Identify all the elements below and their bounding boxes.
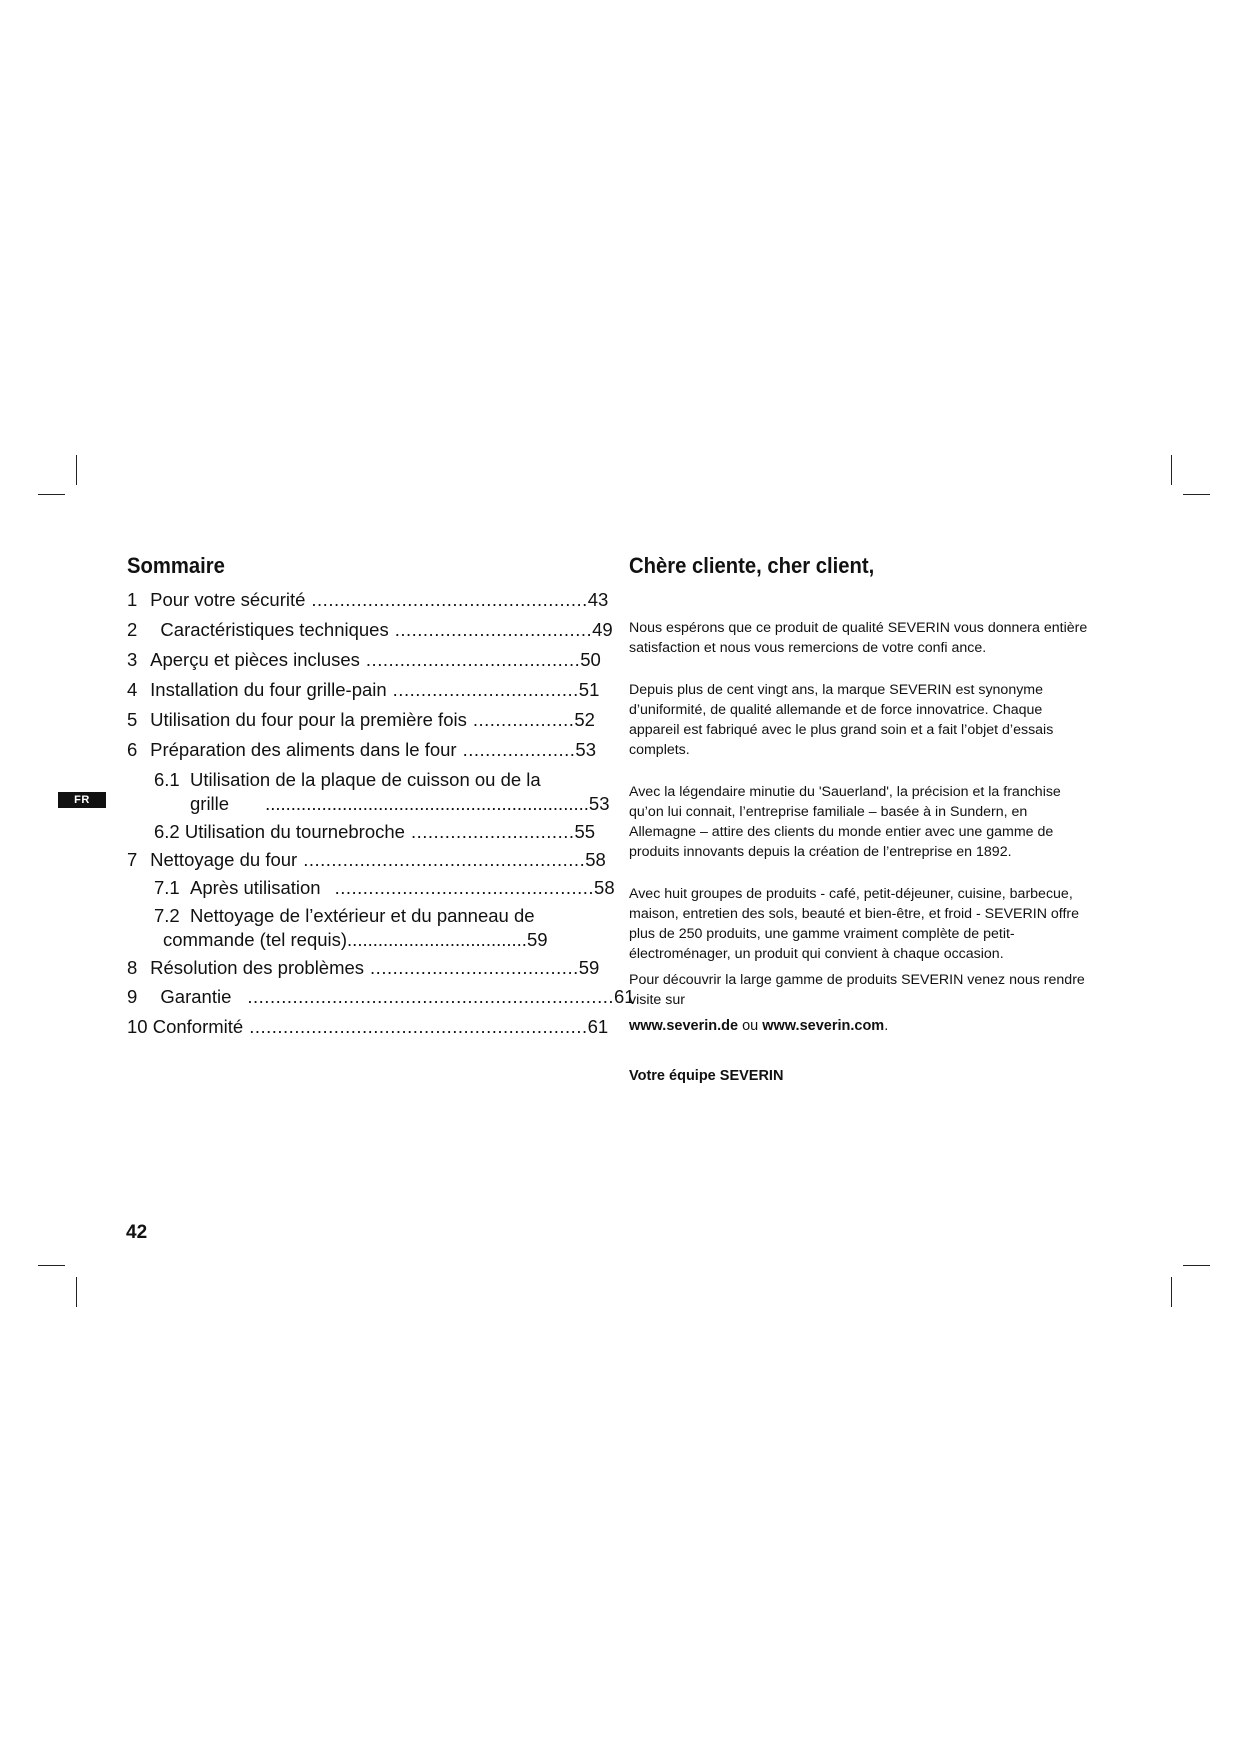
- toc-entry-page: 43: [587, 589, 609, 610]
- toc-entry[interactable]: [127, 708, 597, 738]
- crop-mark-top-right-vertical: [1171, 455, 1172, 485]
- letter-body: [629, 618, 1089, 1086]
- toc-entry-number: 6.2: [154, 821, 180, 842]
- toc-entry-number: 3: [127, 649, 138, 670]
- toc-entry-label: Conformité: [152, 1016, 244, 1037]
- toc-entry-page: 61: [587, 1016, 609, 1037]
- toc-entry-number: 10: [127, 1016, 148, 1037]
- toc-entry-label: Utilisation du four pour la première fois: [150, 709, 467, 730]
- toc-leader-dots: ...................................: [394, 619, 593, 640]
- toc-entry-label: Garantie: [160, 986, 232, 1007]
- toc-entry-page: 53: [575, 739, 596, 760]
- toc-entry-label: Caractéristiques techniques: [160, 619, 389, 640]
- toc-entry-label: Résolution des problèmes: [150, 957, 365, 978]
- toc-entry-label: Après utilisation: [190, 877, 321, 898]
- toc-entry-page: 59: [578, 957, 600, 978]
- toc-entry-number: 1: [127, 589, 138, 610]
- toc-entry-page: 55: [574, 821, 596, 842]
- toc-leader-dots: ......................................: [365, 649, 581, 670]
- toc-leader-dots: .............................: [410, 821, 575, 842]
- website-link-com[interactable]: www.severin.com: [762, 1018, 885, 1034]
- letter-paragraph: Depuis plus de cent vingt ans, la marque SEVERIN est synonyme d’uniformité, de qualité allemande et de force innovatrice. Chaque appareil est fabriqué avec le plus grand soin et a fait l’objet d’essais complets.: [629, 682, 1054, 758]
- link-end-punctuation: .: [884, 1018, 889, 1034]
- toc-entry-number: 8: [127, 957, 138, 978]
- crop-mark-top-left-horizontal: [38, 494, 65, 495]
- toc-leader-dots: .................................................................: [247, 986, 614, 1007]
- toc-leader-dots: .................................................: [311, 589, 588, 610]
- toc-entry-page: 61: [613, 986, 635, 1007]
- letter-paragraph: Avec la légendaire minutie du 'Sauerland', la précision et la franchise qu’on lui connait, l’entreprise familiale – basée à in Sundern, en Allemagne – attire des clients du monde entier avec une gamme de produits innovants depuis la création de l’entreprise en 1892.: [629, 784, 1061, 860]
- toc-leader-dots: ....................: [462, 739, 576, 760]
- toc-leader-dots: .................................: [392, 679, 579, 700]
- toc-entry[interactable]: [127, 956, 600, 985]
- toc-entry-number: 5: [127, 709, 138, 730]
- toc-entry-label: Préparation des aliments dans le four: [150, 739, 457, 760]
- toc-entry[interactable]: [127, 618, 613, 648]
- toc-entry-number: 7.2: [154, 905, 180, 926]
- toc-entry-label-continued: commande (tel requis): [163, 929, 348, 950]
- toc-subentry[interactable]: [127, 768, 610, 816]
- crop-mark-top-right-horizontal: [1183, 494, 1210, 495]
- toc-entry-label: Nettoyage de l’extérieur et du panneau de: [190, 905, 535, 926]
- toc-leader-dots: ...................................: [347, 929, 527, 950]
- crop-mark-bottom-right-horizontal: [1183, 1265, 1210, 1266]
- toc-subentry[interactable]: [127, 904, 597, 952]
- toc-entry-label: Installation du four grille-pain: [150, 679, 387, 700]
- letter-title: Chère cliente, cher client,: [629, 553, 875, 578]
- toc-entry-page: 49: [592, 619, 613, 640]
- toc-leader-dots: ..............................................: [334, 877, 595, 898]
- toc-entry-page: 58: [585, 849, 606, 870]
- crop-mark-bottom-left-horizontal: [38, 1265, 65, 1266]
- toc-entry[interactable]: [127, 985, 635, 1015]
- letter-paragraph: Avec huit groupes de produits - café, petit-déjeuner, cuisine, barbecue, maison, entretien des sols, beauté et bien-être, et froid - SEVERIN offre plus de 250 produits, une gamme vraiment complète de petit-électroménager, un produit qui convient à chaque occasion.: [629, 886, 1080, 962]
- toc-entry[interactable]: [127, 848, 606, 876]
- toc-leader-dots: ...............................................................: [265, 793, 589, 814]
- letter-paragraph: Nous espérons que ce produit de qualité SEVERIN vous donnera entière satisfaction et nous vous remercions de votre confi ance.: [629, 620, 1088, 656]
- toc-entry-label: Utilisation du tournebroche: [184, 821, 405, 842]
- toc-entry-number: 6: [127, 739, 138, 760]
- toc-entry-label: Pour votre sécurité: [150, 589, 306, 610]
- toc-title: Sommaire: [127, 553, 225, 578]
- toc-entry-label: Aperçu et pièces incluses: [150, 649, 360, 670]
- language-tab: FR: [58, 792, 106, 808]
- toc-entry-number: 7.1: [154, 877, 180, 898]
- toc-entry[interactable]: [127, 678, 600, 708]
- toc-entry-page: 58: [594, 877, 615, 898]
- toc-leader-dots: ............................................................: [249, 1016, 588, 1037]
- toc-leader-dots: ..................................................: [303, 849, 586, 870]
- website-links: [629, 1016, 1089, 1036]
- toc-entry-page: 53: [588, 793, 610, 814]
- toc-entry-number: 4: [127, 679, 138, 700]
- page-number: 42: [126, 1222, 148, 1243]
- link-separator: ou: [738, 1018, 763, 1034]
- toc-entry-page: 51: [578, 679, 600, 700]
- crop-mark-top-left-vertical: [76, 455, 77, 485]
- toc-subentry[interactable]: [127, 820, 597, 848]
- crop-mark-bottom-right-vertical: [1171, 1277, 1172, 1307]
- toc-subentry[interactable]: [127, 876, 615, 904]
- toc-entry-number: 6.1: [154, 769, 180, 790]
- toc-entry-label: Utilisation de la plaque de cuisson ou de la: [190, 769, 541, 790]
- toc-entry-page: 52: [574, 709, 595, 730]
- website-link-de[interactable]: www.severin.de: [629, 1018, 739, 1034]
- table-of-contents: [127, 588, 635, 1045]
- toc-entry-label: Nettoyage du four: [150, 849, 298, 870]
- signature: Votre équipe SEVERIN: [629, 1068, 784, 1084]
- letter-paragraph: Pour découvrir la large gamme de produits SEVERIN venez nous rendre visite sur: [629, 972, 1085, 1008]
- toc-entry[interactable]: [127, 648, 601, 678]
- toc-entry-number: 7: [127, 849, 138, 870]
- toc-entry-label-continued: grille: [190, 793, 230, 814]
- crop-mark-bottom-left-vertical: [76, 1277, 77, 1307]
- toc-entry[interactable]: [127, 1015, 609, 1045]
- toc-entry-number: 9: [127, 986, 138, 1007]
- toc-leader-dots: .....................................: [370, 957, 579, 978]
- toc-entry[interactable]: [127, 738, 597, 768]
- toc-leader-dots: ..................: [472, 709, 575, 730]
- toc-entry-number: 2: [127, 619, 138, 640]
- toc-entry-page: 50: [580, 649, 601, 670]
- toc-entry[interactable]: [127, 588, 609, 618]
- toc-entry-page: 59: [526, 929, 548, 950]
